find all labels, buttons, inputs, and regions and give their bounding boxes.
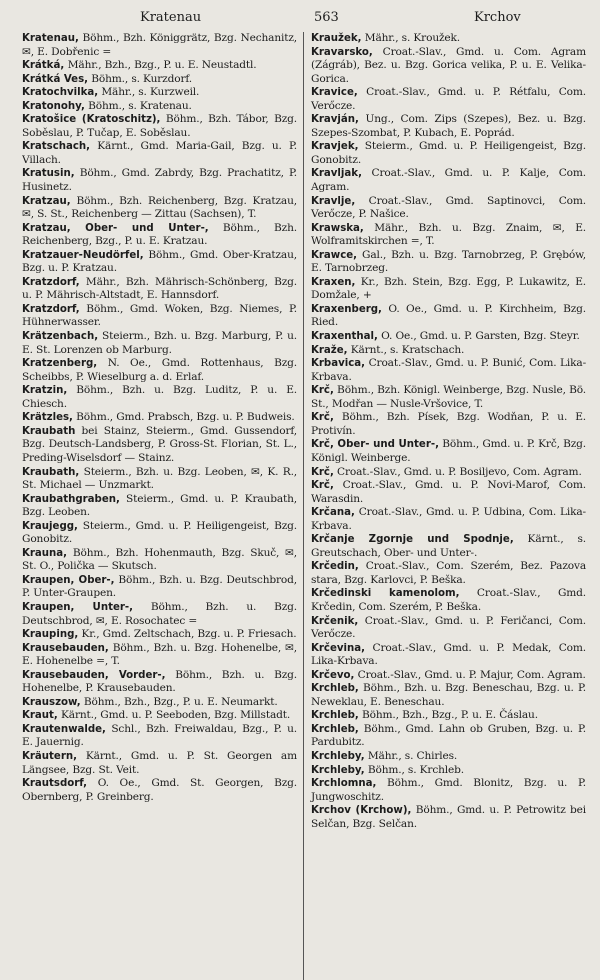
gazetteer-entry (304, 140, 586, 167)
entry-details: Böhm., Bzh. Reichenberg, Bzg., P. u. E. Kratzau. (22, 221, 297, 248)
entry-details: Mähr., s. Chirles. (364, 749, 458, 762)
entry-placename: Krauna, (22, 547, 68, 559)
entry-details: Mähr., s. Kurzweil. (98, 86, 200, 99)
entry-placename: Krbavica, (311, 358, 366, 370)
entry-placename: Kratochvilka, (22, 87, 99, 99)
entry-placename: Kraubathgraben, (22, 493, 120, 505)
entry-details: Böhm., s. Krchleb. (364, 763, 464, 776)
entry-placename: Kraupen, Ober-, (22, 574, 115, 586)
entry-placename: Kravarsko, (311, 46, 373, 58)
entry-details: Kr., Gmd. Zeltschach, Bzg. u. P. Friesach. (78, 628, 297, 641)
gazetteer-entry (22, 642, 297, 669)
gazetteer-entry (22, 357, 297, 384)
entry-placename: Krchleb, (311, 683, 359, 695)
gazetteer-entry (22, 777, 297, 804)
gazetteer-entry (22, 669, 297, 696)
entry-placename: Krčana, (311, 507, 355, 519)
gazetteer-entry (22, 384, 297, 411)
gazetteer-entry (22, 32, 297, 59)
entry-placename: Kraže, (311, 344, 348, 356)
entry-placename: Kratošice (Kratoschitz), (22, 114, 161, 126)
gazetteer-entry (304, 709, 586, 723)
gazetteer-entry (304, 506, 586, 533)
entry-placename: Kravjek, (311, 141, 359, 153)
gazetteer-entry (22, 100, 297, 114)
gazetteer-entry (22, 493, 297, 520)
gazetteer-entry (304, 276, 586, 303)
entry-details: Böhm., Bzh. Tábor, Bzg. Soběslau, P. Tučap, E. Soběslau. (22, 113, 297, 139)
gazetteer-entry (304, 682, 586, 709)
gazetteer-entry (304, 222, 586, 249)
entry-placename: Kratzauer-Neudörfel, (22, 249, 144, 261)
gazetteer-entry (22, 195, 297, 222)
gazetteer-entry (304, 113, 586, 140)
gazetteer-entry (304, 195, 586, 222)
gazetteer-entry (22, 547, 297, 574)
gazetteer-entry (304, 330, 586, 344)
gazetteer-entry (22, 73, 297, 87)
entry-placename: Krätzenbach, (22, 331, 99, 343)
entry-details: Böhm., Gmd. Ober-Kratzau, Bzg. u. P. Kratzau. (22, 248, 297, 275)
gazetteer-entry (304, 384, 586, 411)
gazetteer-entry (304, 411, 586, 438)
entry-placename: Kraut, (22, 710, 58, 722)
gazetteer-entry (22, 113, 297, 140)
gazetteer-entry (22, 574, 297, 601)
gazetteer-entry (304, 533, 586, 560)
entry-placename: Krchov (Krchow), (311, 805, 412, 817)
entry-details: Böhm., Bzh. Hohenmauth, Bzg. Skuč, ✉, St. O., Polička — Skutsch. (22, 546, 297, 573)
entry-details: Croat.-Slav., Gmd. u. P. Novi-Marof, Com. Warasdin. (311, 479, 586, 505)
entry-details: Böhm., Bzh. Reichenberg, Bzg. Kratzau, ✉, S. St., Reichenberg — Zittau (Sachsen), T. (22, 194, 297, 221)
gazetteer-entry (304, 642, 586, 669)
gazetteer-entry (22, 696, 297, 710)
entry-details: Böhm., Bzh. Königgrätz, Bzg. Nechanitz, ✉, E. Dobřenic = (22, 32, 297, 58)
entry-placename: Kratonohy, (22, 100, 85, 112)
entry-details: Böhm., Bzh. u. Bzg. Deutschbrod, ✉, E. Rosochatec = (22, 600, 298, 627)
gazetteer-entry (304, 723, 586, 750)
entry-details: Mähr., Bzh. u. Bzg. Znaim, ✉, E. Wolframitskirchen =, T. (311, 221, 586, 248)
gazetteer-entry (22, 750, 297, 777)
entry-details: Croat.-Slav., Gmd. Krčedin, Com. Szerém, P. Beška. (311, 587, 586, 613)
entry-details: N. Oe., Gmd. Rottenhaus, Bzg. Scheibbs, P. Wieselburg a. d. Erlaf. (22, 357, 297, 383)
gazetteer-entry (304, 344, 586, 358)
entry-placename: Kraujegg, (22, 520, 78, 532)
gazetteer-entry (304, 764, 586, 778)
gazetteer-entry (304, 750, 586, 764)
gazetteer-entry (22, 709, 297, 723)
entry-details: Böhm., Gmd. Zabrdy, Bzg. Prachatitz, P. Husinetz. (22, 167, 297, 194)
entry-details: Böhm., Bzh., Bzg., P. u. E. Čáslau. (358, 709, 538, 722)
entry-placename: Kratzau, (22, 195, 71, 207)
entry-placename: Krchleb, (311, 723, 359, 735)
entry-placename: Kraužek, (311, 33, 362, 44)
gazetteer-entry (304, 32, 586, 46)
gazetteer-entry (22, 425, 297, 466)
entry-details: Steierm., Gmd. u. P. Heiligengeist, Bzg. Gonobitz. (22, 519, 297, 546)
entry-placename: Krausebauden, (22, 642, 109, 654)
entry-placename: Krchleby, (311, 764, 365, 776)
entry-placename: Krchlomna, (311, 778, 377, 790)
entry-details: Croat.-Slav., Gmd. u. P. Bunić, Com. Lika-Krbava. (311, 357, 586, 383)
entry-details: Steierm., Gmd. u. P. Heiligengeist, Bzg. Gonobitz. (311, 140, 586, 166)
gazetteer-entry (304, 669, 586, 683)
gazetteer-entry (304, 479, 586, 506)
entry-details: Croat.-Slav., Gmd. Saptinovci, Com. Verőcze, P. Našice. (311, 194, 586, 221)
gazetteer-entry (304, 249, 586, 276)
entry-details: Kärnt., Gmd. u. P. St. Georgen am Längsee, Bzg. St. Veit. (22, 749, 297, 776)
entry-placename: Krčevina, (311, 642, 365, 654)
gazetteer-entry (22, 59, 297, 73)
entry-placename: Kravján, (311, 114, 359, 126)
entry-placename: Krätzles, (22, 412, 73, 424)
entry-placename: Krčanje Zgornje und Spodnje, (311, 534, 514, 546)
entry-details: Croat.-Slav., Gmd. u. P. Medak, Com. Lika-Krbava. (311, 641, 586, 668)
entry-details: Böhm., s. Kratenau. (84, 99, 192, 112)
entry-details: Schl., Bzh. Freiwaldau, Bzg., P. u. E. Jauernig. (22, 722, 297, 749)
gazetteer-entry (22, 140, 297, 167)
entry-details: Steierm., Gmd. u. P. Kraubath, Bzg. Leoben. (22, 492, 297, 519)
entry-details: Böhm., Bzh. Königl. Weinberge, Bzg. Nusle, Bö. St., Modřan — Nusle-Vršovice, T. (311, 384, 586, 410)
gazetteer-entry (304, 46, 586, 87)
entry-details: Böhm., Bzh. u. Bzg. Deutschbrod, P. Unter-Graupen. (22, 573, 297, 600)
entry-details: Böhm., Bzh. u. Bzg. Hohenelbe, ✉, E. Hohenelbe =, T. (22, 641, 297, 668)
entry-details: Mähr., Bzh. Mährisch-Schönberg, Bzg. u. P. Mährisch-Altstadt, E. Hannsdorf. (22, 275, 297, 302)
entry-placename: Kratzdorf, (22, 303, 80, 315)
entry-details: Böhm., Bzh. u. Bzg. Luditz, P. u. E. Chiesch. (22, 384, 297, 410)
entry-placename: Krč, Ober- und Unter-, (311, 439, 439, 451)
gazetteer-entry (304, 466, 586, 480)
entry-details: Croat.-Slav., Com. Szerém, Bez. Pazova stara, Bzg. Karlovci, P. Beška. (311, 560, 586, 586)
entry-details: Ung., Com. Zips (Szepes), Bez. u. Bzg. Szepes-Szombat, P. Kubach, E. Poprád. (311, 113, 586, 139)
entry-details: Mähr., s. Kroužek. (361, 32, 461, 44)
page-number: 563 (314, 10, 339, 25)
entry-placename: Krč, (311, 385, 334, 397)
entry-details: Kr., Bzh. Stein, Bzg. Egg, P. Lukawitz, E. Domžale, + (311, 275, 586, 302)
entry-details: Böhm., Bzh. Písek, Bzg. Wodňan, P. u. E. Protivín. (311, 411, 586, 437)
entry-placename: Kratzdorf, (22, 276, 80, 288)
gazetteer-entry (22, 520, 297, 547)
entry-placename: Kraxenberg, (311, 303, 382, 315)
gazetteer-entry (304, 86, 586, 113)
entry-details: Croat.-Slav., Gmd. u. P. Majur, Com. Agram. (354, 668, 586, 681)
entry-placename: Kratzau, Ober- und Unter-, (22, 222, 209, 234)
entry-placename: Krátká Ves, (22, 73, 89, 85)
gazetteer-entry (304, 615, 586, 642)
entry-details: Steierm., Bzh. u. Bzg. Leoben, ✉, K. R., St. Michael — Unzmarkt. (22, 465, 297, 492)
entry-placename: Kratzenberg, (22, 358, 98, 370)
entry-placename: Krausebauden, Vorder-, (22, 669, 166, 681)
gazetteer-entry (22, 276, 297, 303)
entry-details: O. Oe., Gmd. u. P. Garsten, Bzg. Steyr. (377, 330, 580, 343)
entry-placename: Krčedin, (311, 561, 359, 573)
entry-placename: Krchleb, (311, 710, 359, 722)
entry-placename: Krč, (311, 480, 334, 492)
entry-placename: Kraupen, Unter-, (22, 601, 133, 613)
gazetteer-entry (304, 357, 586, 384)
entry-placename: Krawska, (311, 222, 364, 234)
entry-details: bei Stainz, Steierm., Gmd. Gussendorf, Bzg. Deutsch-Landsberg, P. Gross-St. Florian, St. L., Preding-Wiselsdorf — Stainz. (22, 424, 297, 464)
entry-details: Böhm., s. Kurzdorf. (88, 72, 192, 85)
gazetteer-entry (22, 330, 297, 357)
entry-placename: Krčenik, (311, 615, 359, 627)
entry-details: O. Oe., Gmd. u. P. Kirchheim, Bzg. Ried. (311, 302, 586, 329)
entry-details: Böhm., Gmd. Blonitz, Bzg. u. P. Jungwoschitz. (311, 777, 586, 803)
header-left-keyword: Kratenau (140, 10, 202, 25)
header-right-keyword: Krchov (474, 10, 521, 25)
gazetteer-entry (22, 222, 297, 249)
entry-placename: Kratzin, (22, 385, 68, 397)
entry-details: Gal., Bzh. u. Bzg. Tarnobrzeg, P. Grębów, E. Tarnobrzeg. (311, 248, 586, 275)
entry-details: Kärnt., s. Kratschach. (347, 343, 465, 356)
entry-placename: Kraxen, (311, 276, 356, 288)
gazetteer-entry (22, 628, 297, 642)
entry-placename: Krauping, (22, 629, 79, 641)
gazetteer-entry (304, 804, 586, 831)
entry-placename: Kräutern, (22, 750, 77, 762)
entry-placename: Kratschach, (22, 141, 91, 153)
entry-placename: Kraubath (22, 425, 76, 437)
entry-placename: Krawce, (311, 249, 358, 261)
entry-details: Croat.-Slav., Gmd. u. P. Rétfalu, Com. Verőcze. (311, 86, 586, 112)
entry-details: Böhm., Gmd. Woken, Bzg. Niemes, P. Hühnerwasser. (22, 302, 297, 329)
entry-placename: Kravice, (311, 87, 358, 99)
gazetteer-entry (22, 723, 297, 750)
entry-details: Steierm., Bzh. u. Bzg. Marburg, P. u. E. St. Lorenzen ob Marburg. (22, 330, 297, 356)
gazetteer-entry (304, 303, 586, 330)
entry-placename: Kratusin, (22, 168, 75, 180)
entry-placename: Kratenau, (22, 33, 79, 44)
entry-placename: Krátká, (22, 60, 68, 72)
entry-details: Böhm., Bzh., Bzg., P. u. E. Neumarkt. (80, 695, 278, 708)
gazetteer-entry (304, 587, 586, 614)
entry-details: Mähr., Bzh., Bzg., P. u. E. Neustadtl. (67, 59, 257, 72)
entry-details: Böhm., Bzh. u. Bzg. Hohenelbe, P. Krausebauden. (22, 668, 298, 695)
gazetteer-entry (22, 86, 297, 100)
entry-placename: Krčedinski kamenolom, (311, 588, 460, 600)
entry-details: Croat.-Slav., Gmd. u. P. Feričanci, Com. Verőcze. (311, 614, 586, 641)
entry-columns (22, 32, 586, 980)
gazetteer-entry (22, 411, 297, 425)
entry-details: Böhm., Gmd. Prabsch, Bzg. u. P. Budweis. (72, 411, 295, 424)
entry-details: Kärnt., Gmd. u. P. Seeboden, Bzg. Millstadt. (57, 709, 291, 722)
gazetteer-entry (304, 438, 586, 465)
left-column (22, 32, 304, 980)
gazetteer-entry (22, 167, 297, 194)
entry-placename: Krchleby, (311, 750, 365, 762)
entry-placename: Kravljak, (311, 168, 362, 180)
entry-details: Kärnt., s. Greutschach, Ober- und Unter-. (311, 533, 586, 559)
gazetteer-entry (22, 303, 297, 330)
entry-details: Croat.-Slav., Gmd. u. P. Bosiljevo, Com. Agram. (333, 465, 582, 478)
gazetteer-entry (304, 167, 586, 194)
entry-placename: Krauszow, (22, 696, 81, 708)
entry-details: Croat.-Slav., Gmd. u. P. Kalje, Com. Agram. (311, 167, 586, 194)
entry-placename: Kraubath, (22, 466, 80, 478)
gazetteer-entry (22, 466, 297, 493)
entry-details: Böhm., Gmd. u. P. Krč, Bzg. Königl. Weinberge. (311, 438, 586, 464)
entry-placename: Krč, (311, 466, 334, 478)
entry-placename: Kraxenthal, (311, 331, 378, 343)
entry-details: Croat.-Slav., Gmd. u. Com. Agram (Zágráb), Bez. u. Bzg. Gorica velika, P. u. E. Velika-Gorica. (311, 45, 586, 85)
entry-details: O. Oe., Gmd. St. Georgen, Bzg. Obernberg, P. Greinberg. (22, 777, 297, 803)
entry-details: Böhm., Bzh. u. Bzg. Beneschau, Bzg. u. P. Neweklau, E. Beneschau. (311, 682, 586, 708)
entry-placename: Krčevo, (311, 669, 355, 681)
gazetteer-entry (22, 601, 297, 628)
right-column (304, 32, 586, 980)
entry-placename: Krč, (311, 412, 334, 424)
entry-placename: Krautsdorf, (22, 778, 88, 790)
gazetteer-entry (22, 249, 297, 276)
entry-placename: Kravlje, (311, 195, 356, 207)
gazetteer-entry (304, 560, 586, 587)
entry-details: Böhm., Gmd. Lahn ob Gruben, Bzg. u. P. Pardubitz. (311, 722, 586, 749)
entry-placename: Krautenwalde, (22, 723, 106, 735)
entry-details: Kärnt., Gmd. Maria-Gail, Bzg. u. P. Villach. (22, 140, 297, 166)
gazetteer-entry (304, 777, 586, 804)
entry-details: Böhm., Gmd. u. P. Petrowitz bei Selčan, Bzg. Selčan. (311, 804, 586, 830)
entry-details: Croat.-Slav., Gmd. u. P. Udbina, Com. Lika-Krbava. (311, 506, 586, 532)
